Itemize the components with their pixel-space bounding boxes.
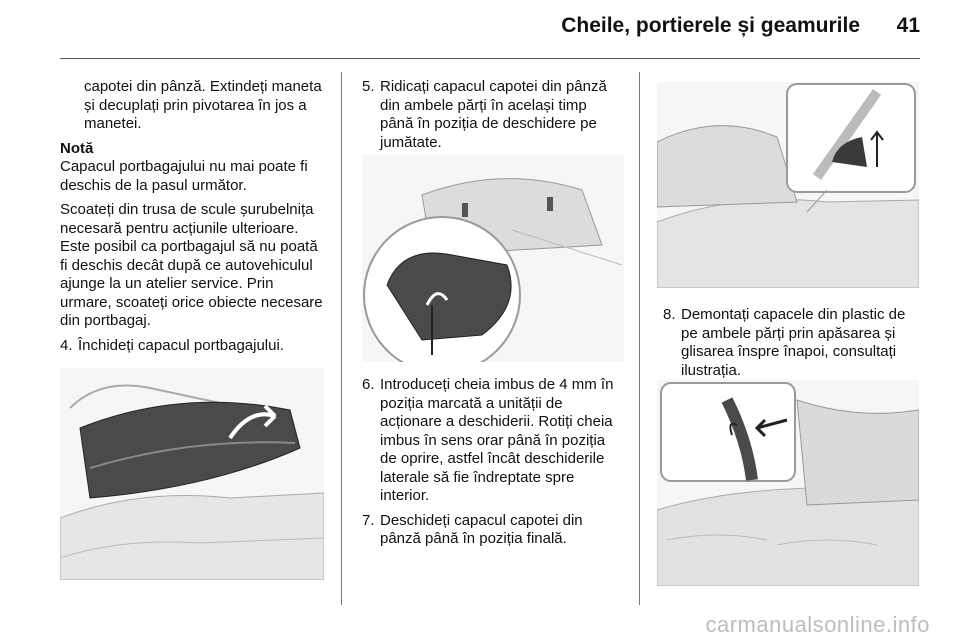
body-paragraph: Scoateți din trusa de scule șurubelnița necesară pentru acțiunile ulterioare. Este posibil ca portbagajul să nu poată fi deschis decât după ce autovehiculul ajunge la un atelier service. Prin urmare, scoateți orice obiecte necesare din portbagaj. [60, 201, 323, 329]
step-4 [60, 337, 325, 356]
illustration-plastic-cover [657, 380, 919, 586]
note-title: Notă [60, 139, 94, 157]
page-number: 41 [896, 14, 920, 37]
illustration-cover-open [657, 82, 919, 288]
step-number: 4. [60, 336, 73, 354]
header-divider [60, 58, 920, 59]
column-divider-1 [341, 72, 342, 605]
step-text: Demontați capacele din plastic de pe ambele părți prin apăsarea și glisarea înspre înapoi, consultați ilustrația. [681, 306, 906, 379]
step-text: Ridicați capacul capotei din pânză din ambele părți în același timp până în poziția de deschidere pe jumătate. [380, 78, 607, 151]
section-title: Cheile, portierele și geamurile [561, 14, 860, 37]
illustration-drive-unit [362, 155, 624, 362]
step-6 [362, 376, 624, 506]
step-7 [362, 512, 624, 549]
column-3 [663, 306, 925, 386]
intro-paragraph: capotei din pânză. Extindeți maneta și decuplați prin pivotarea în jos a manetei. [84, 78, 322, 132]
illustration-trunk-lid [60, 368, 324, 580]
watermark: carmanualsonline.info [705, 612, 930, 637]
step-number: 6. [362, 376, 375, 393]
step-number: 5. [362, 78, 375, 95]
column-2 [362, 78, 624, 158]
column-divider-2 [639, 72, 640, 605]
column-1 [60, 78, 325, 361]
note-block [60, 140, 325, 196]
step-number: 8. [663, 306, 676, 323]
step-text: Introduceți cheia imbus de 4 mm în poziția marcată a unității de acționare a deschiderii. Rotiți cheia imbus în sens orar până în poziția de oprire, astfel încât deschiderile laterale să fie îndreptate spre interior. [380, 376, 614, 504]
column-2-steps [362, 376, 624, 555]
step-8 [663, 306, 925, 380]
step-5 [362, 78, 624, 152]
step-text: Închideți capacul portbagajului. [78, 336, 284, 354]
note-text: Capacul portbagajului nu mai poate fi deschis de la pasul următor. [60, 158, 308, 194]
step-number: 7. [362, 511, 375, 529]
step-text: Deschideți capacul capotei din pânză până în poziția finală. [380, 511, 583, 547]
